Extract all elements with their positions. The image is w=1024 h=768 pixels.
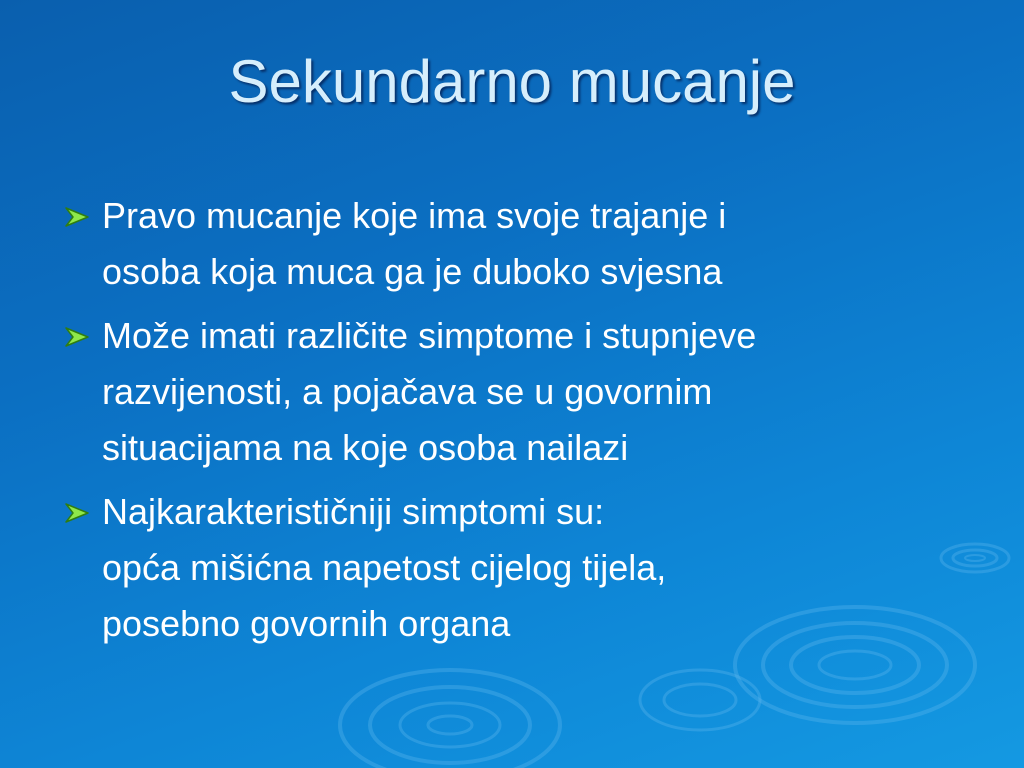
slide-title: Sekundarno mucanje: [228, 48, 796, 115]
bullet-line: situacijama na koje osoba nailazi: [102, 427, 629, 468]
bullet-item: [60, 308, 960, 476]
bullet-line: Može imati različite simptome i stupnjeve: [102, 315, 757, 356]
bullet-line: posebno govornih organa: [102, 603, 511, 644]
arrowhead-bullet-icon: [64, 326, 90, 348]
bullet-list: [60, 188, 960, 660]
bullet-line: osoba koja muca ga je duboko svjesna: [102, 251, 723, 292]
bullet-line: razvijenosti, a pojačava se u govornim: [102, 371, 713, 412]
bullet-line: Pravo mucanje koje ima svoje trajanje i: [102, 195, 727, 236]
bullet-item: [60, 188, 960, 300]
bullet-line: opća mišićna napetost cijelog tijela,: [102, 547, 667, 588]
arrowhead-bullet-icon: [64, 502, 90, 524]
arrowhead-bullet-icon: [64, 206, 90, 228]
bullet-line: Najkarakterističniji simptomi su:: [102, 491, 605, 532]
bullet-item: [60, 484, 960, 652]
